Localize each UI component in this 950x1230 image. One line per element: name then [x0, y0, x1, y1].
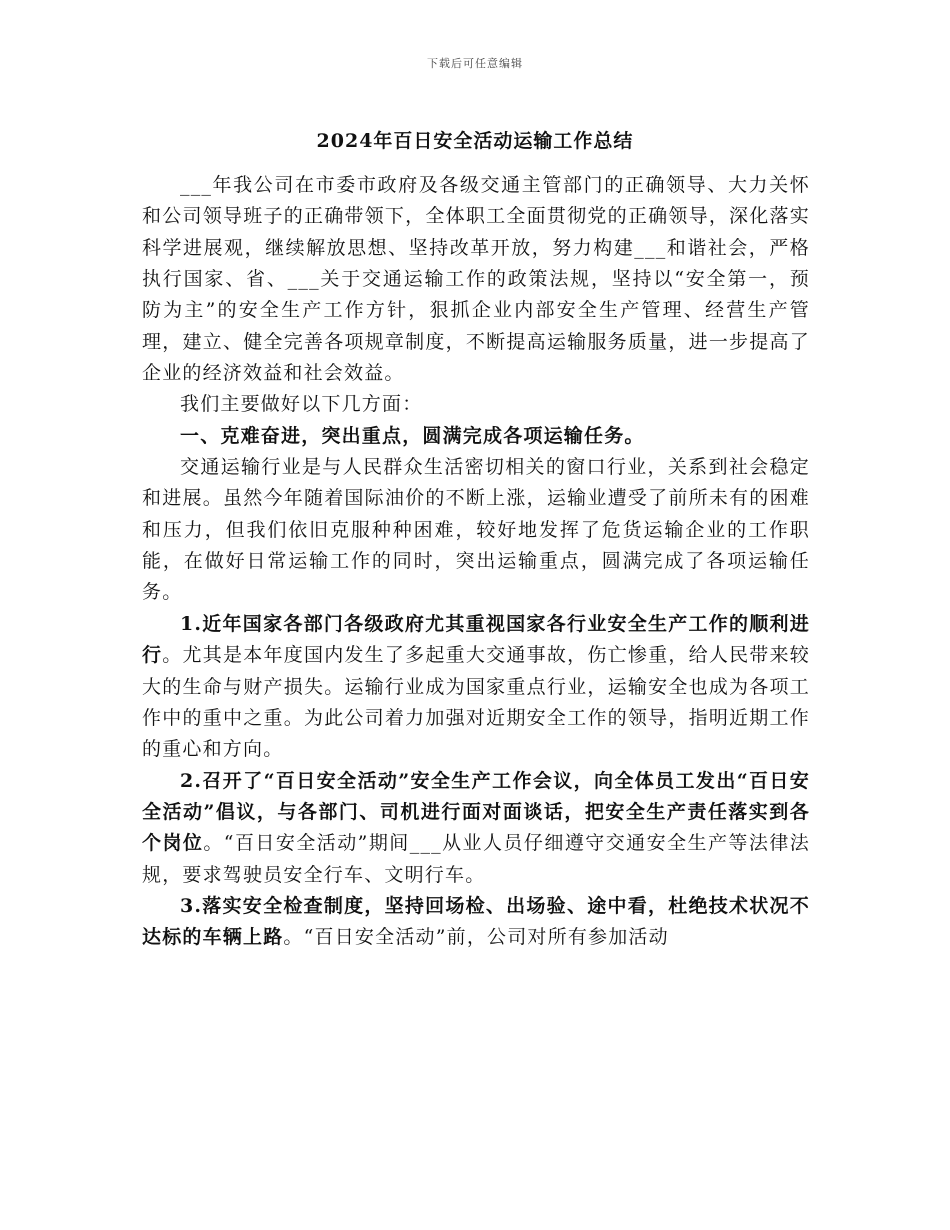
list-item-1-body: 。尤其是本年度国内发生了多起重大交通事故，伤亡惨重，给人民带来较大的生命与财产损失。运输行业成为国家重点行业，运输安全也成为各项工作中的重中之重。为此公司着力加强对近期安全工作的领导，指明近期工作的重心和方向。	[142, 644, 810, 761]
list-item-2-lead: 2.召开了“百日安全活动”安全生产工作会议，向全体员工发出“百日安全活动”倡议，与各部门、司机进行面对面谈话，把安全生产责任落实到各个岗位	[142, 769, 810, 855]
section-heading-1: 一、克难奋进，突出重点，圆满完成各项运输任务。	[180, 424, 645, 447]
document-body	[142, 170, 810, 954]
paragraph-overview: 我们主要做好以下几方面：	[180, 393, 423, 416]
list-item-2	[142, 766, 810, 891]
page-header-note: 下载后可任意编辑	[427, 57, 523, 70]
document-title: 2024年百日安全活动运输工作总结	[316, 130, 634, 152]
paragraph-intro: ___年我公司在市委市政府及各级交通主管部门的正确领导、大力关怀和公司领导班子的正确带领下，全体职工全面贯彻党的正确领导，深化落实科学进展观，继续解放思想、坚持改革开放，努力构建___和谐社会，严格执行国家、省、___关于交通运输工作的政策法规，坚持以“安全第一，预防为主”的安全生产工作方针，狠抓企业内部安全生产管理、经营生产管理，建立、健全完善各项规章制度，不断提高运输服务质量，进一步提高了企业的经济效益和社会效益。	[142, 174, 810, 385]
list-item-3-body: 。“百日安全活动”前，公司对所有参加活动	[283, 926, 669, 949]
list-item-2-body: 。“百日安全活动”期间___从业人员仔细遵守交通安全生产等法律法规，要求驾驶员安全行车、文明行车。	[142, 832, 810, 886]
list-item-3-lead: 3.落实安全检查制度，坚持回场检、出场验、途中看，杜绝技术状况不达标的车辆上路	[142, 894, 810, 949]
list-item-1-lead: 1.近年国家各部门各级政府尤其重视国家各行业安全生产工作的顺利进行	[142, 612, 810, 667]
paragraph-section-1: 交通运输行业是与人民群众生活密切相关的窗口行业，关系到社会稳定和进展。虽然今年随着国际油价的不断上涨，运输业遭受了前所未有的困难和压力，但我们依旧克服种种困难，较好地发挥了危货运输企业的工作职能，在做好日常运输工作的同时，突出运输重点，圆满完成了各项运输任务。	[142, 456, 810, 604]
list-item-3	[142, 891, 810, 954]
list-item-1	[142, 609, 810, 766]
